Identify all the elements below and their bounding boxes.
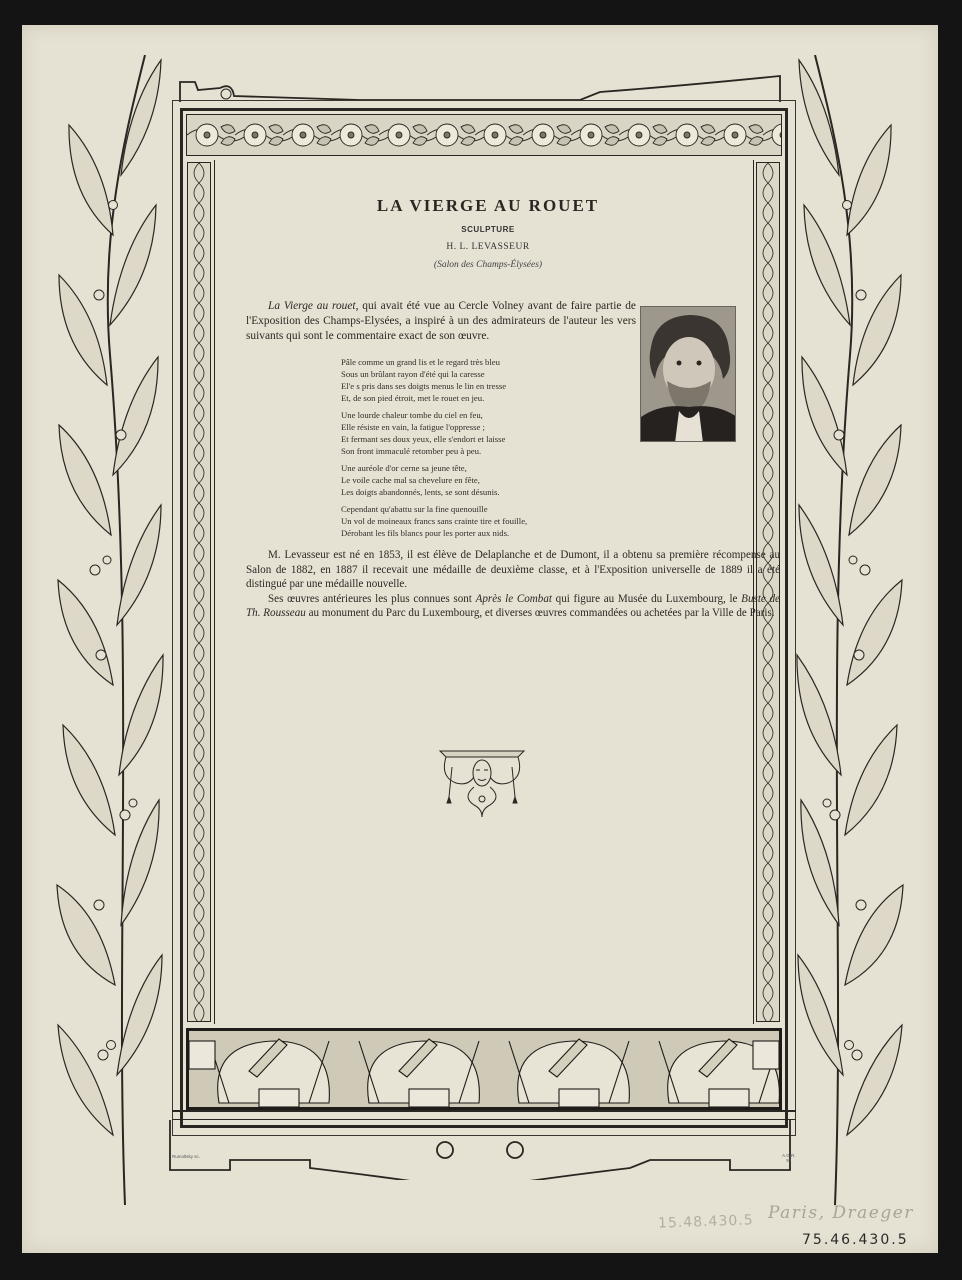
poem-line: Pâle comme un grand lis et le regard très bleu xyxy=(341,357,500,367)
poem-stanza-2 xyxy=(341,409,581,457)
flower-band-top xyxy=(186,114,782,156)
bio-paragraph-1: M. Levasseur est né en 1853, il est élève de Delaplanche et de Dumont, il a obtenu sa première récompense au Salon de 1882, en 1887 il recevait une médaille de deuxième classe, et à l'Exposition universelle de 1889 il a été distingué par une médaille nouvelle. xyxy=(246,549,780,591)
mask-ornament-vignette xyxy=(432,743,532,819)
poem-line: Une auréole d'or cerne sa jeune tête, xyxy=(341,463,467,473)
laurel-border-left xyxy=(55,55,165,1205)
intro-paragraph xyxy=(246,299,636,344)
work-title-italic: Après le Combat xyxy=(475,592,552,605)
poem-line: Cependant qu'abattu sur la fine quenouille xyxy=(341,504,488,514)
patterned-side-strip-left xyxy=(187,162,211,1022)
poem-line: Et fermant ses doux yeux, elle s'endort et laisse xyxy=(341,434,506,444)
ink-accession-number: 75.46.430.5 xyxy=(802,1232,909,1248)
poem-line: Son front immaculé retomber peu à peu. xyxy=(341,446,482,456)
frieze-base-rule xyxy=(172,1110,796,1120)
flower-pattern xyxy=(187,115,782,155)
bio-text: Ses œuvres antérieures les plus connues sont xyxy=(268,592,476,605)
poem-line: Dérobant les fils blancs pour les porter aux nids. xyxy=(341,528,510,538)
signature-line-2: 93 xyxy=(786,1158,792,1163)
work-title-italic: Buste de Th. Rousseau xyxy=(246,592,780,620)
bottom-scroll-cartouche xyxy=(160,1120,800,1180)
artist-name: H. L. LEVASSEUR xyxy=(446,242,530,252)
poem-line: Sous un brûlant rayon d'été qui la caresse xyxy=(341,369,485,379)
bio-text: qui figure au Musée du Luxembourg, le xyxy=(551,592,742,605)
poem-line: Un vol de moineaux francs sans crainte tire et fouille, xyxy=(341,516,528,526)
pencil-inventory-note: 15.48.430.5 xyxy=(657,1212,754,1232)
work-title-italic: La Vierge au rouet, xyxy=(268,300,359,312)
poem-stanza-1 xyxy=(341,356,581,404)
exhibition-venue: (Salon des Champs-Élysées) xyxy=(433,260,543,270)
bio-text: au monument du Parc du Luxembourg, et diverses œuvres commandées ou achetées par la Ville de Paris. xyxy=(305,607,775,620)
poem-line: Elle résiste en vain, la fatigue l'oppresse ; xyxy=(341,422,485,432)
page-title: LA VIERGE AU ROUET xyxy=(376,196,600,215)
category-label: SCULPTURE xyxy=(461,225,515,234)
poem-stanza-4 xyxy=(341,503,581,539)
poem-line: Une lourde chaleur tombe du ciel en feu, xyxy=(341,410,483,420)
poem-block xyxy=(341,356,581,544)
signature-line-1: A.GIR. xyxy=(782,1153,796,1158)
engraver-signature-left: Rumoltsky sc. xyxy=(172,1154,201,1159)
biography-section xyxy=(246,548,780,621)
palette-frieze-bottom xyxy=(186,1028,782,1110)
poem-line: Et, de son pied étroit, met le rouet en jeu. xyxy=(341,393,485,403)
intro-text: qui avait été vue au Cercle Volney avant de faire partie de l'Exposition des Champs-Elysées, a inspiré à un des admirateurs de l'auteur les vers suivants qui sont le commentaire exact de son œuvre. xyxy=(246,300,636,342)
poem-line: Le voile cache mal sa chevelure en fête, xyxy=(341,475,480,485)
poem-stanza-3 xyxy=(341,462,581,498)
engraver-signature-right xyxy=(782,1153,796,1163)
pencil-place-note: Paris, Draeger xyxy=(768,1203,914,1223)
laurel-border-right xyxy=(795,55,905,1205)
document-header xyxy=(240,195,736,270)
artist-portrait-photo xyxy=(640,306,736,442)
poem-line: Les doigts abandonnés, lents, se sont désunis. xyxy=(341,487,500,497)
poem-line: El'e s pris dans ses doigts menus le lin en tresse xyxy=(341,381,507,391)
bio-paragraph-2 xyxy=(246,592,780,621)
